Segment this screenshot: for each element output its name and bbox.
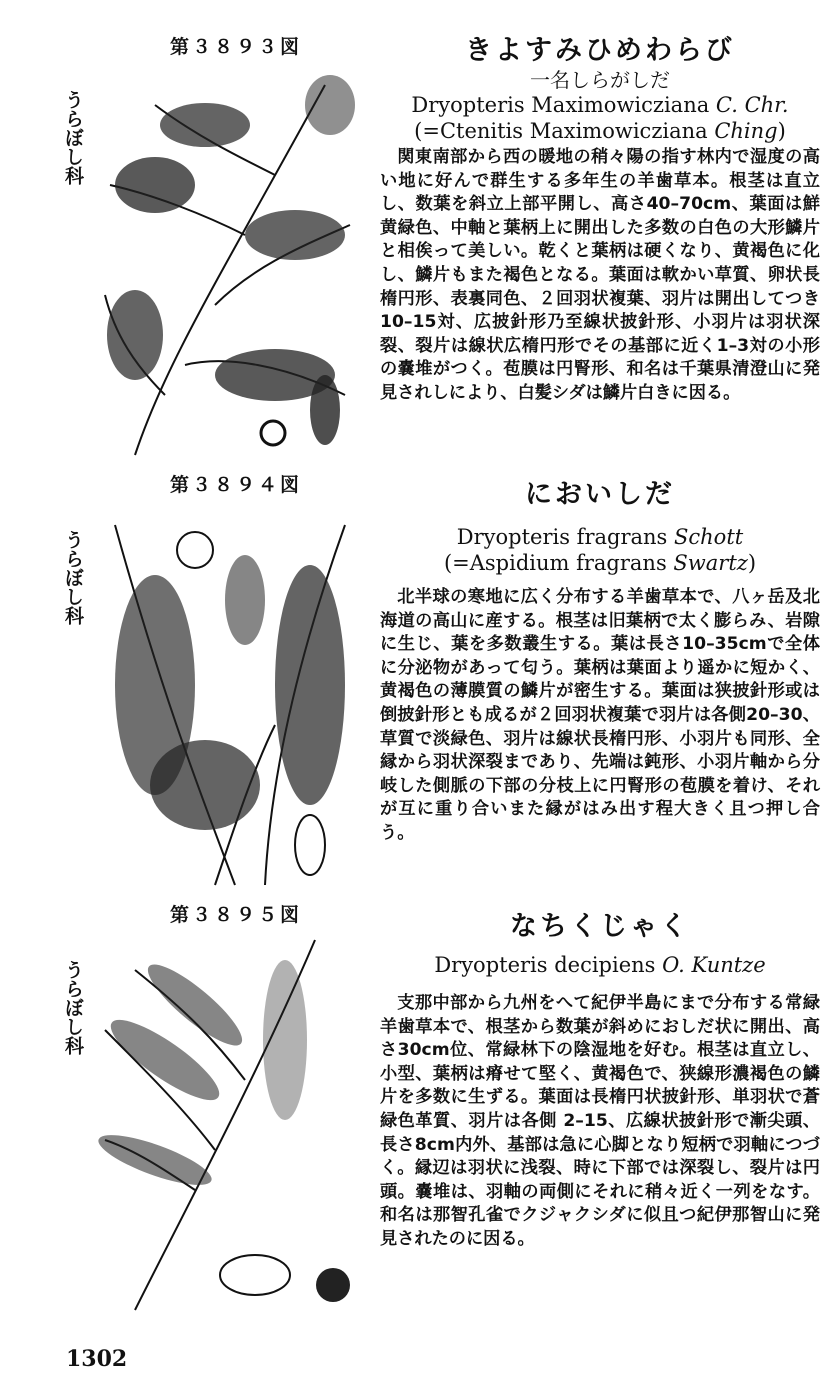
scientific-name: Dryopteris Maximowicziana C. Chr. bbox=[411, 93, 789, 117]
japanese-name: きよすみひめわらび bbox=[465, 35, 735, 66]
synonym-name: (=Aspidium fragrans Swartz) bbox=[443, 551, 757, 575]
family-label: うらぼし科 bbox=[62, 960, 84, 1055]
figure-label: 第３８９５図 bbox=[170, 904, 303, 926]
family-label: うらぼし科 bbox=[62, 90, 84, 185]
scientific-name: Dryopteris fragrans Schott bbox=[456, 525, 744, 549]
scientific-name: Dryopteris decipiens O. Kuntze bbox=[434, 953, 766, 977]
species-entry bbox=[380, 910, 820, 1252]
species-description: 関東南部から西の暖地の稍々陽の指す林内で湿度の高い地に好んで群生する多年生の羊歯草本。根茎は直立し、数葉を斜立上部平開し、高さ40–70cm、葉面は鮮黄緑色、中軸と葉柄上に開出した多数の白色の大形鱗片と相俟って美しい。乾くと葉柄は硬くなり、黄褐色に化し、鱗片もまた褐色となる。葉面は軟かい草質、卵状長楕円形、表裏同色、２回羽状複葉、羽片は開出してつき10–15対、広披針形乃至線状披針形、小羽片は羽状深裂、裂片は線状広楕円形でその基部に近く1–3対の小形の嚢堆がつく。苞膜は円腎形、和名は千葉県清澄山に発見されしにより、白髪シダは鱗片白きに因る。 bbox=[380, 147, 820, 403]
figure-label: 第３８９４図 bbox=[170, 474, 303, 496]
japanese-name: においしだ bbox=[525, 479, 675, 510]
alternate-name: 一名しらがしだ bbox=[530, 68, 670, 92]
japanese-name: なちくじゃく bbox=[510, 911, 690, 942]
species-description: 北半球の寒地に広く分布する羊歯草本で、八ヶ岳及北海道の高山に産する。根茎は旧葉柄で太く膨らみ、岩隙に生じ、葉を多数叢生する。葉は長さ10–35cmで全体に分泌物があって匂う。葉柄は葉面より遥かに短かく、黄褐色の薄膜質の鱗片が密生する。葉面は狭披針形或は倒披針形とも成るが２回羽状複葉で羽片は各側20–30、草質で淡緑色、羽片は線状長楕円形、小羽片も同形、全縁から羽状深裂まであり、先端は鈍形、小羽片軸から分岐した側脈の下部の分枝上に円腎形の苞膜を着け、それが互に重り合いまた縁がはみ出す程大きく且つ押し合う。 bbox=[380, 587, 820, 843]
fern-illustration bbox=[95, 930, 360, 1315]
fern-illustration bbox=[95, 65, 360, 460]
figure-label: 第３８９３図 bbox=[170, 36, 303, 58]
species-entry bbox=[380, 478, 820, 846]
fern-illustration bbox=[95, 505, 360, 890]
page-number: 1302 bbox=[66, 1346, 128, 1372]
species-entry bbox=[380, 34, 820, 406]
species-description: 支那中部から九州をへて紀伊半島にまで分布する常緑羊歯草本で、根茎から数葉が斜めにおしだ状に開出、高さ30cm位、常緑林下の陰湿地を好む。根茎は直立し、小型、葉柄は瘠せて堅く、黄褐色で、狭線形濃褐色の鱗片を多数に生ずる。葉面は長楕円状披針形、単羽状で蒼緑色革質、羽片は各側 2–15、広線状披針形で漸尖頭、長さ8cm内外、基部は急に心脚となり短柄で羽軸につづく。縁辺は羽状に浅裂、時に下部では深裂し、裂片は円頭。嚢堆は、羽軸の両側にそれに稍々近く一列をなす。和名は那智孔雀でクジャクシダに似且つ紀伊那智山に発見されたのに因る。 bbox=[380, 993, 820, 1249]
synonym-name: (=Ctenitis Maximowicziana Ching) bbox=[414, 119, 786, 143]
family-label: うらぼし科 bbox=[62, 530, 84, 625]
